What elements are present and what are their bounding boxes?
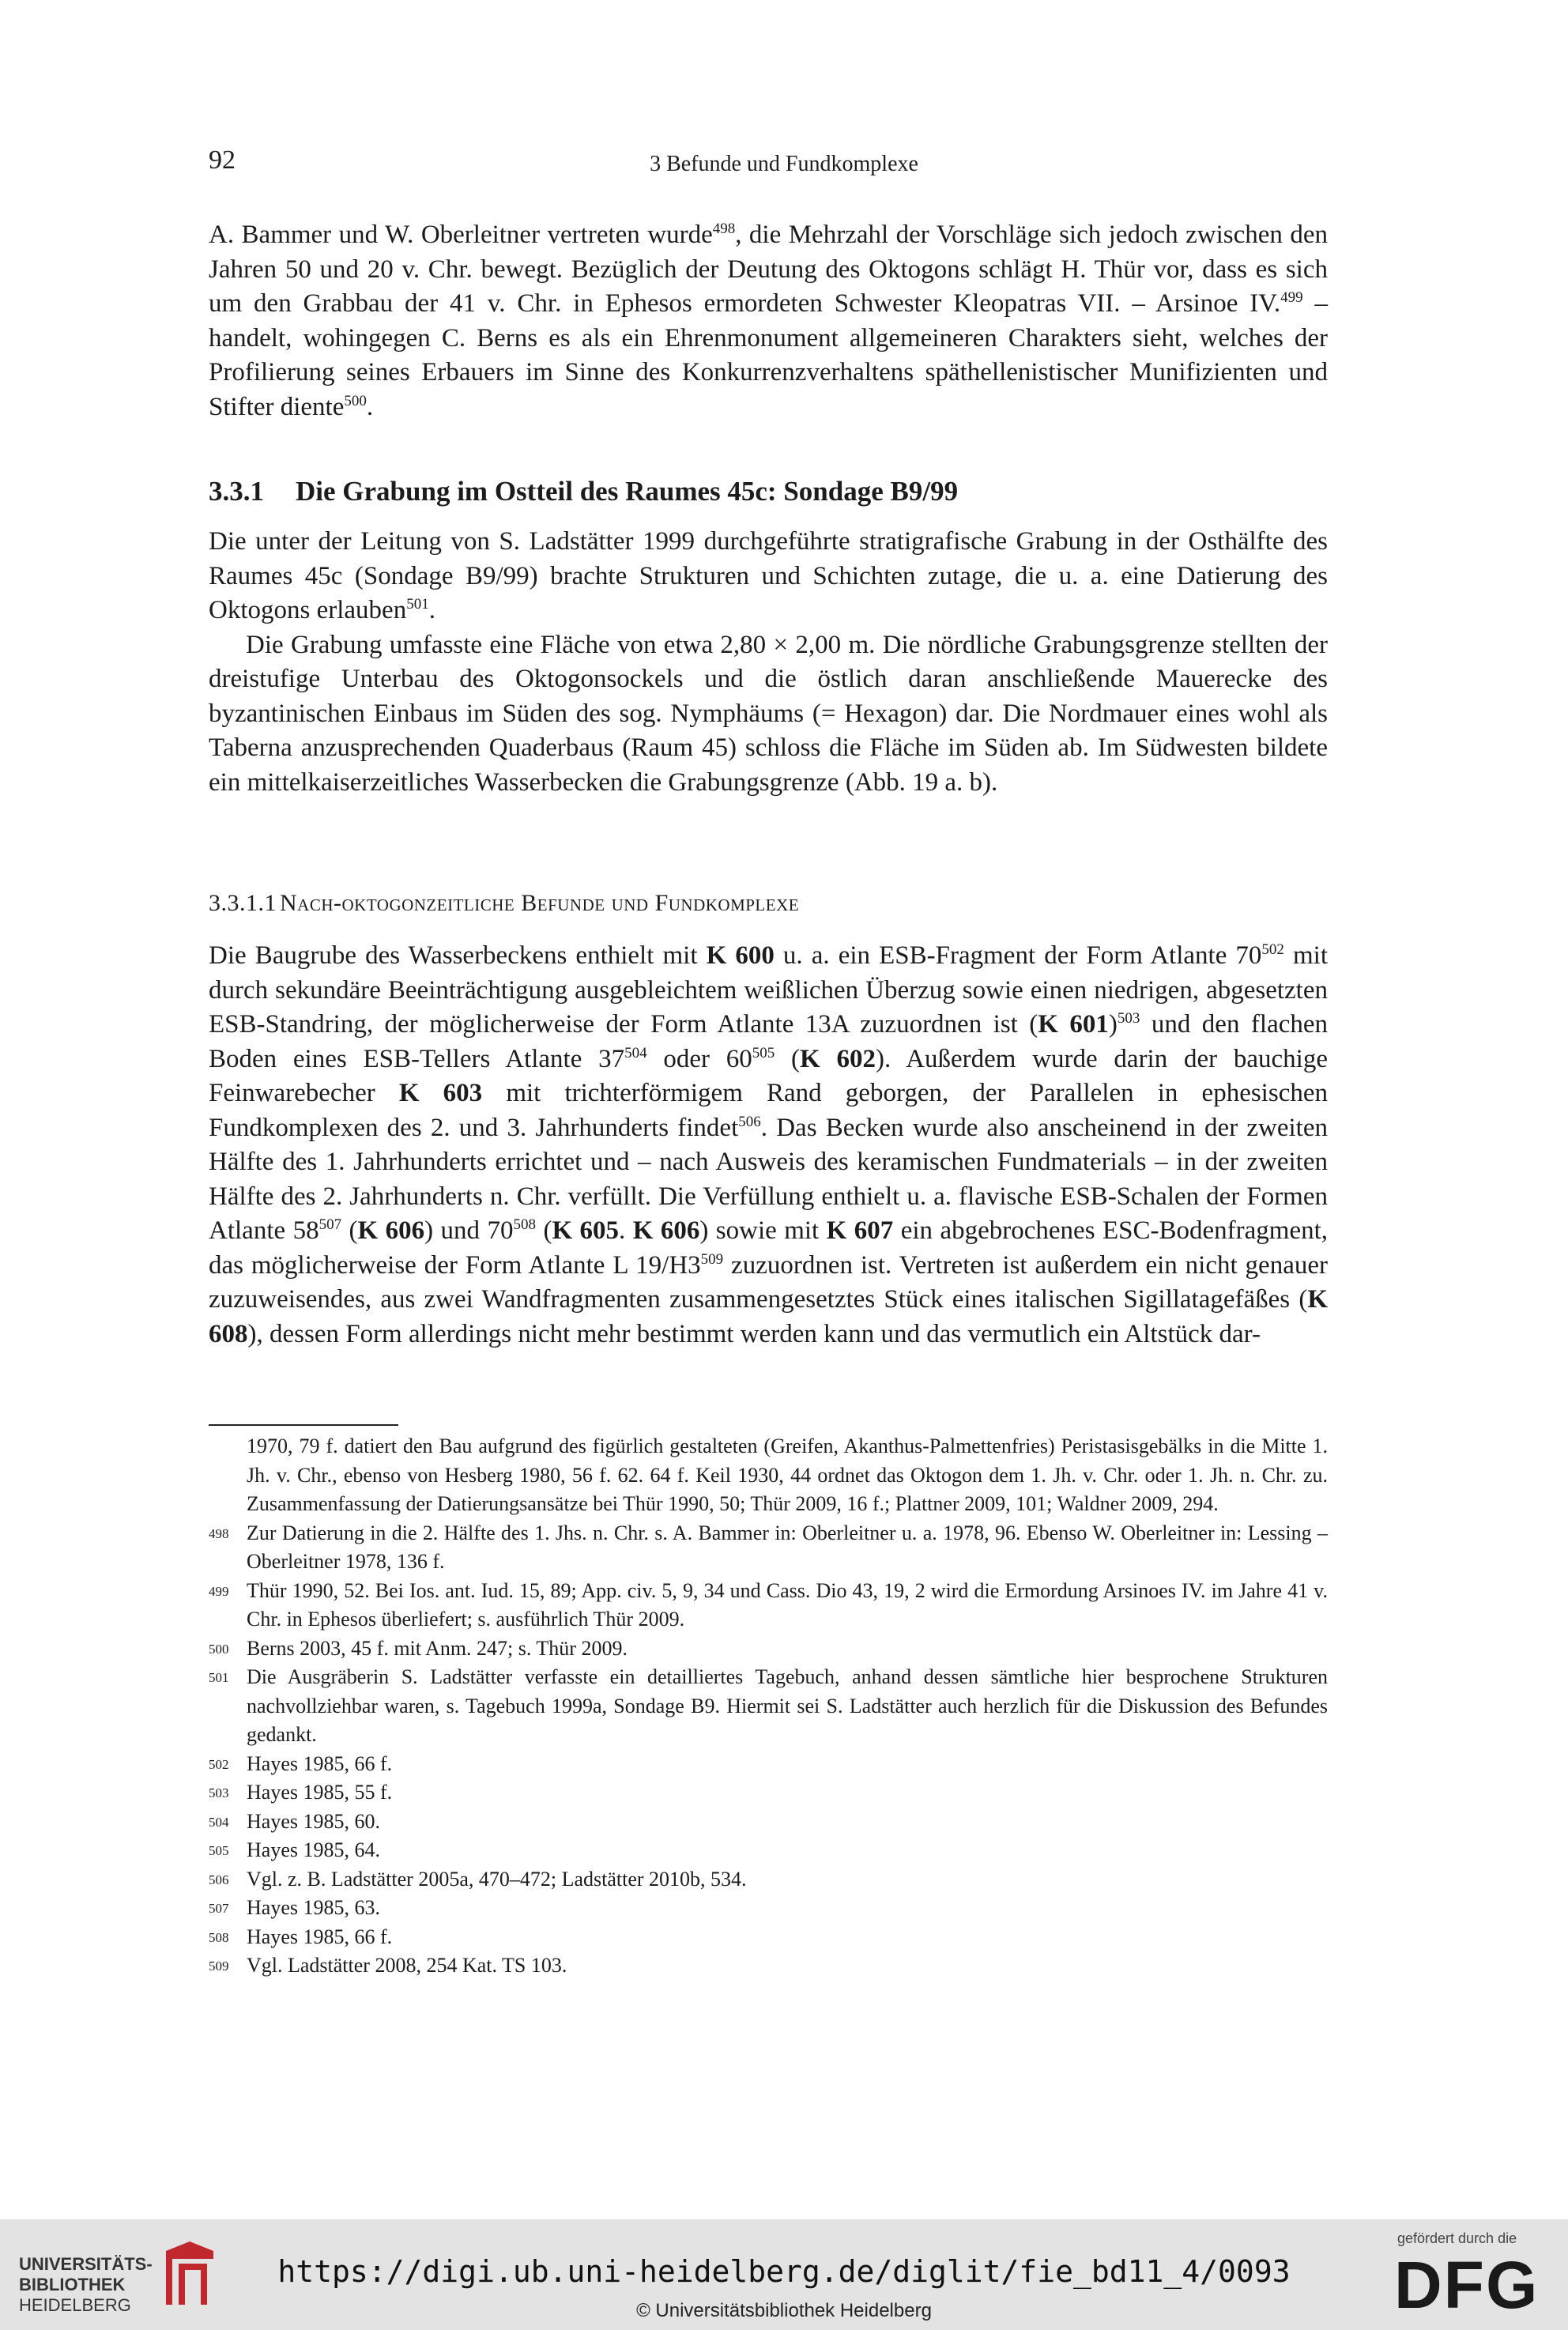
catalog-ref[interactable]: K 607 (826, 1216, 894, 1245)
footnote-text: Hayes 1985, 64. (247, 1838, 380, 1861)
footnote (209, 1432, 1328, 1519)
footnote-ref[interactable]: 504 (624, 1044, 647, 1061)
sondage-paragraph: Die unter der Leitung von S. Ladstätter 1999 durchgeführte stratigrafische Grabung in der Osthälfte des Raumes 45c (Sondage B9/99) brachte Strukturen und Schichten zutage, die u. a. eine Datierung des Oktogons erlauben$^{501}$. (209, 527, 1328, 624)
subsection-title: Nach-oktogonzeitliche Befunde und Fundkomplexe (280, 890, 800, 916)
footnote (209, 1634, 1328, 1664)
footnote-text: Vgl. z. B. Ladstätter 2005a, 470–472; Ladstätter 2010b, 534. (247, 1867, 747, 1891)
footnote-ref[interactable]: 508 (513, 1216, 536, 1233)
page-number: 92 (209, 145, 236, 175)
catalog-ref[interactable]: K 606 (632, 1216, 700, 1245)
catalog-ref[interactable]: K 606 (357, 1216, 425, 1245)
footnote-ref[interactable]: 502 (1261, 941, 1284, 958)
footnote-number: 509 (209, 1959, 229, 1974)
running-head: 3 Befunde und Fundkomplexe (650, 152, 918, 176)
footnote-text: Zur Datierung in die 2. Hälfte des 1. Jhs. n. Chr. s. A. Bammer in: Oberleitner u. a. 1978, 96. Ebenso W. Oberleitner in: Lessing – Oberleitner 1978, 136 f. (247, 1521, 1328, 1573)
footnote-number: 505 (209, 1843, 229, 1858)
section-heading (209, 476, 958, 507)
footnote (209, 1865, 1328, 1895)
footnote-ref[interactable]: 500 (344, 392, 367, 409)
footnote (209, 1836, 1328, 1865)
footnote-number: 502 (209, 1756, 229, 1772)
baugrube-paragraph: Die Baugrube des Wasserbeckens enthielt mit K 600 u. a. ein ESB-Fragment der Form Atlante $70^{502}$ mit durch sekundäre Beeinträchtigung ausgebleichtem weißlichen Überzug sowie einen niedrigen, abgesetzten ESB-Standring, der möglicherweise der Form Atlante 13A zuzuordnen ist (K 601)$^{503}$ und den flachen Boden eines ESB-Tellers Atlante $37^{504}$ oder $60^{505}$ (K 602). Außerdem wurde darin der bauchige Feinwarebecher K 603 mit trichterförmigem Rand geborgen, der Parallelen in ephesischen Fundkomplexen des 2. und 3. Jahrhunderts findet$^{506}$. Das Becken wurde also anscheinend in der zweiten Hälfte des 1. Jahrhunderts errichtet und – nach Ausweis des keramischen Fundmaterials – in der zweiten Hälfte des 2. Jahrhunderts n. Chr. verfüllt. Die Verfüllung enthielt u. a. flavische ESB-Schalen der Formen Atlante $58^{507}$ (K 606) und $70^{508}$ (K 605. K 606) sowie mit K 607 ein abgebrochenes ESC-Bodenfragment, das möglicherweise der Form Atlante L $19/H3^{509}$ zuzuordnen ist. Vertreten ist außerdem ein nicht genauer zuzuweisendes, aus zwei Wandfragmenten zusammengesetztes Stück eines italischen Sigillatagefäßes (K 608), dessen Form allerdings nicht mehr bestimmt werden kann und das vermutlich ein Altstück dar- (209, 941, 1329, 1348)
source-url-link[interactable]: https://digi.ub.uni-heidelberg.de/diglit/fie_bd11_4/0093 (277, 2254, 1291, 2289)
footnote-number: 499 (209, 1583, 229, 1599)
footnote-text: 1970, 79 f. datiert den Bau aufgrund des figürlich gestalteten (Greifen, Akanthus-Palmettenfries) Peristasisgebälks in die Mitte 1. Jh. v. Chr., ebenso von Hesberg 1980, 56 f. 62. 64 f. Keil 1930, 44 ordnet das Oktogon dem 1. Jh. v. Chr. oder 1. Jh. n. Chr. zu. Zusammenfassung der Datierungsansätze bei Thür 1990, 50; Thür 2009, 16 f.; Plattner 2009, 101; Waldner 2009, 294. (247, 1435, 1328, 1515)
grabung-paragraph: Die Grabung umfasste eine Fläche von etwa 2,80 × 2,00 m. Die nördliche Grabungsgrenze stellten der dreistufige Unterbau des Oktogonsockels und die östlich daran anschließende Mauerecke des byzantinischen Einbaus im Süden des sog. Nymphäums (= Hexagon) dar. Die Nordmauer eines wohl als Taberna anzusprechenden Quaderbaus (Raum 45) schloss die Fläche im Süden ab. Im Südwesten bildete ein mittelkaiserzeitliches Wasserbecken die Grabungsgrenze (Abb. 19 a. b). (209, 630, 1328, 797)
footnote-text: Hayes 1985, 66 f. (247, 1751, 393, 1775)
footnote-number: 501 (209, 1670, 229, 1685)
footnote (209, 1663, 1328, 1750)
footnote-text: Die Ausgräberin S. Ladstätter verfasste ein detailliertes Tagebuch, anhand dessen sämtliche hier besprochene Strukturen nachvollziehbar waren, s. Tagebuch 1999a, Sondage B9. Hiermit sei S. Ladstätter auch herzlich für die Diskussion des Befundes gedankt. (247, 1665, 1328, 1746)
footnote (209, 1519, 1328, 1577)
footnote-divider (209, 1424, 398, 1426)
footnote-text: Hayes 1985, 55 f. (247, 1781, 393, 1804)
footnote-text: Berns 2003, 45 f. mit Anm. 247; s. Thür 2009. (247, 1636, 628, 1660)
catalog-ref[interactable]: K 605 (552, 1216, 620, 1245)
footnote (209, 1750, 1328, 1779)
footnote-ref[interactable]: 501 (406, 596, 429, 613)
footnote-text: Hayes 1985, 66 f. (247, 1925, 393, 1948)
footnote-ref[interactable]: 499 (1280, 289, 1303, 306)
intro-paragraph: A. Bammer und W. Oberleitner vertreten wurde$^{498}$, die Mehrzahl der Vorschläge sich jedoch zwischen den Jahren 50 und 20 v. Chr. bewegt. Bezüglich der Deutung des Oktogons schlägt H. Thür vor, dass es sich um den Grabbau der 41 v. Chr. in Ephesos ermordeten Schwester Kleopatras VII. – Arsinoe IV.$^{499}$ – handelt, wohingegen C. Berns es als ein Ehrenmonument allgemeineren Charakters sieht, welches der Profilierung seines Erbauers im Sinne des Konkurrenzverhaltens späthellenistischer Munifizienten und Stifter diente$^{500}$. (209, 221, 1328, 421)
footnote-number: 504 (209, 1814, 229, 1830)
catalog-ref[interactable]: K 603 (398, 1079, 483, 1107)
footnote-ref[interactable]: 498 (712, 221, 736, 237)
subsection-number: 3.3.1.1 (209, 890, 277, 916)
footnote-text: Thür 1990, 52. Bei Ios. ant. Iud. 15, 89; App. civ. 5, 9, 34 und Cass. Dio 43, 19, 2 wird die Ermordung Arsinoes IV. im Jahre 41 v. Chr. in Ephesos überliefert; s. ausführlich Thür 2009. (247, 1578, 1328, 1631)
footnote (209, 1808, 1328, 1837)
catalog-ref[interactable]: K 601 (1038, 1010, 1109, 1039)
catalog-ref[interactable]: K 600 (706, 941, 775, 970)
footnote-number: 500 (209, 1641, 229, 1657)
copyright-notice: © Universitätsbibliothek Heidelberg (636, 2300, 932, 2321)
footnote (209, 1923, 1328, 1952)
footnote (209, 1577, 1328, 1634)
catalog-ref[interactable]: K 608 (209, 1285, 1328, 1348)
footnote-number: 498 (209, 1525, 229, 1541)
footnote-text: Vgl. Ladstätter 2008, 254 Kat. TS 103. (247, 1954, 567, 1977)
footer-banner (0, 2219, 1568, 2330)
footnote-number: 503 (209, 1785, 229, 1800)
footnote (209, 1894, 1328, 1923)
footnote-ref[interactable]: 506 (738, 1113, 761, 1130)
footnote-ref[interactable]: 503 (1117, 1010, 1140, 1027)
footnote-text: Hayes 1985, 63. (247, 1896, 380, 1919)
footnote (209, 1778, 1328, 1808)
catalog-ref[interactable]: K 602 (800, 1044, 876, 1073)
funding-label: gefördert durch die (1397, 2230, 1517, 2246)
footnotes (209, 1432, 1328, 1981)
subsection-heading (209, 890, 799, 917)
section-number: 3.3.1 (209, 476, 264, 507)
sondage-text-block (209, 525, 1328, 800)
dfg-wordmark: DFG (1394, 2251, 1540, 2314)
library-name: UNIVERSITÄTS- BIBLIOTHEK HEIDELBERG (19, 2254, 153, 2315)
dfg-logo[interactable] (1394, 2251, 1544, 2318)
footnote-text: Hayes 1985, 60. (247, 1809, 380, 1833)
footnote-ref[interactable]: 505 (752, 1044, 775, 1061)
footnote-ref[interactable]: 507 (318, 1216, 342, 1233)
footnote-number: 507 (209, 1901, 229, 1916)
footnote (209, 1951, 1328, 1981)
footnote-number: 506 (209, 1872, 229, 1887)
section-title: Die Grabung im Ostteil des Raumes 45c: Sondage B9/99 (296, 476, 959, 507)
footnote-ref[interactable]: 509 (700, 1250, 724, 1268)
footnote-number: 508 (209, 1929, 229, 1945)
